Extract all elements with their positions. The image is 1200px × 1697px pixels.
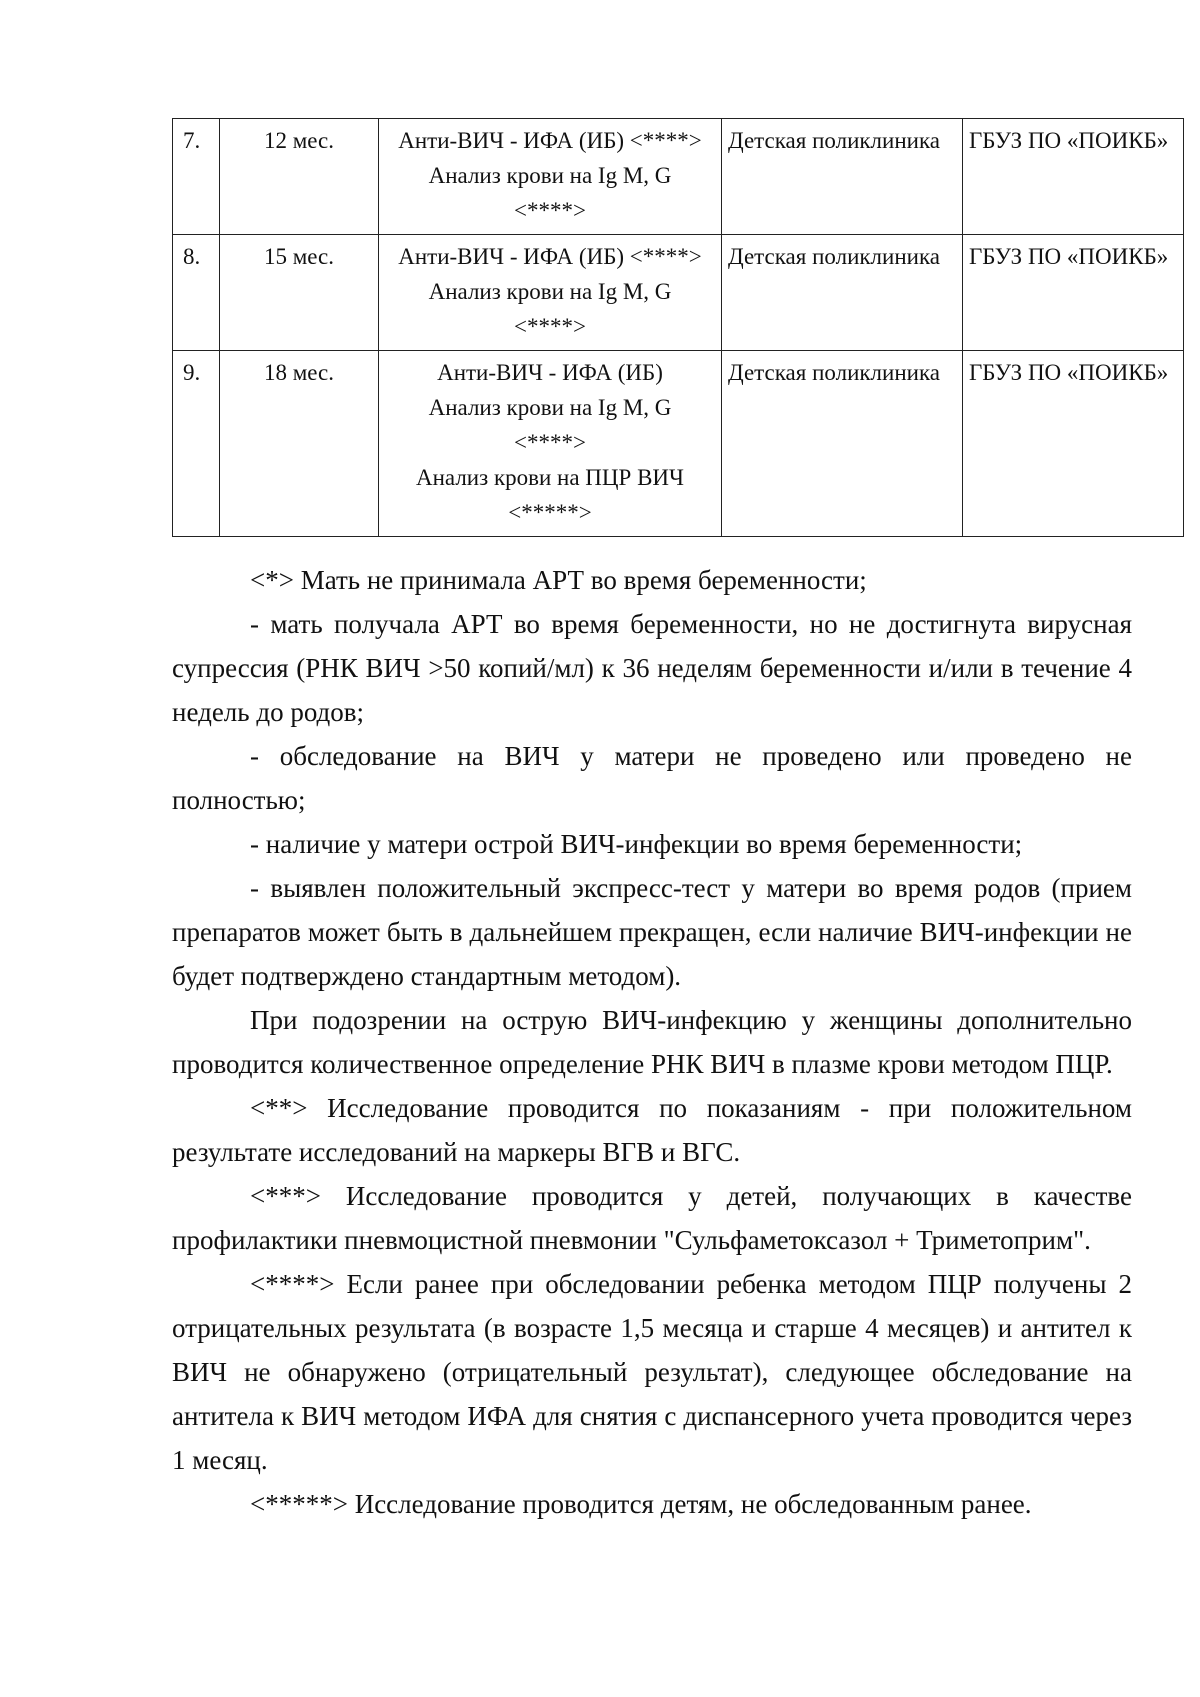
- footnote-paragraph: - мать получала АРТ во время беременности, но не достигнута вирусная супрессия (РНК ВИЧ >50 копий/мл) к 36 неделям беременности и/или в течение 4 недель до родов;: [172, 609, 1132, 727]
- test-line: Анализ крови на Ig M, G: [428, 395, 672, 420]
- test-line: Анти-ВИЧ - ИФА (ИБ) <****>: [398, 244, 702, 269]
- tests-cell: [379, 351, 722, 537]
- test-line: Анализ крови на Ig M, G: [428, 279, 672, 304]
- test-line: <****>: [514, 198, 586, 223]
- row-number-cell: 7.: [173, 119, 220, 235]
- examination-schedule-table: [172, 118, 1184, 537]
- table-row: [173, 119, 1184, 235]
- location-cell: Детская поликлиника: [722, 119, 963, 235]
- location-cell: Детская поликлиника: [722, 235, 963, 351]
- institution-cell: ГБУЗ ПО «ПОИКБ»: [963, 351, 1184, 537]
- institution-cell: ГБУЗ ПО «ПОИКБ»: [963, 235, 1184, 351]
- test-line: Анализ крови на Ig M, G: [428, 163, 672, 188]
- table-row: [173, 235, 1184, 351]
- age-cell: 12 мес.: [220, 119, 379, 235]
- footnotes: [172, 558, 1132, 1526]
- footnote-paragraph: <***> Исследование проводится у детей, получающих в качестве профилактики пневмоцистной пневмонии "Сульфаметоксазол + Триметоприм".: [172, 1181, 1132, 1255]
- location-cell: Детская поликлиника: [722, 351, 963, 537]
- table-row: [173, 351, 1184, 537]
- test-line: Анти-ВИЧ - ИФА (ИБ) <****>: [398, 128, 702, 153]
- footnote-paragraph: <*> Мать не принимала АРТ во время беременности;: [250, 565, 867, 595]
- test-line: <*****>: [508, 500, 592, 525]
- test-line: Анти-ВИЧ - ИФА (ИБ): [437, 360, 663, 385]
- tests-cell: [379, 235, 722, 351]
- footnote-paragraph: <**> Исследование проводится по показаниям - при положительном результате исследований на маркеры ВГВ и ВГС.: [172, 1093, 1132, 1167]
- age-cell: 18 мес.: [220, 351, 379, 537]
- test-line: <****>: [514, 430, 586, 455]
- age-cell: 15 мес.: [220, 235, 379, 351]
- footnote-paragraph: - наличие у матери острой ВИЧ-инфекции во время беременности;: [250, 829, 1023, 859]
- footnote-paragraph: - обследование на ВИЧ у матери не проведено или проведено не полностью;: [172, 741, 1132, 815]
- test-line: <****>: [514, 314, 586, 339]
- footnote-paragraph: - выявлен положительный экспресс-тест у матери во время родов (прием препаратов может быть в дальнейшем прекращен, если наличие ВИЧ-инфекции не будет подтверждено стандартным методом).: [172, 873, 1132, 991]
- footnote-paragraph: При подозрении на острую ВИЧ-инфекцию у женщины дополнительно проводится количественное определение РНК ВИЧ в плазме крови методом ПЦР.: [172, 1005, 1132, 1079]
- footnote-paragraph: <*****> Исследование проводится детям, не обследованным ранее.: [250, 1489, 1032, 1519]
- row-number-cell: 8.: [173, 235, 220, 351]
- footnote-paragraph: <****> Если ранее при обследовании ребенка методом ПЦР получены 2 отрицательных результата (в возрасте 1,5 месяца и старше 4 месяцев) и антител к ВИЧ не обнаружено (отрицательный результат), следующее обследование на антитела к ВИЧ методом ИФА для снятия с диспансерного учета проводится через 1 месяц.: [172, 1269, 1132, 1475]
- tests-cell: [379, 119, 722, 235]
- row-number-cell: 9.: [173, 351, 220, 537]
- institution-cell: ГБУЗ ПО «ПОИКБ»: [963, 119, 1184, 235]
- test-line: Анализ крови на ПЦР ВИЧ: [416, 465, 684, 490]
